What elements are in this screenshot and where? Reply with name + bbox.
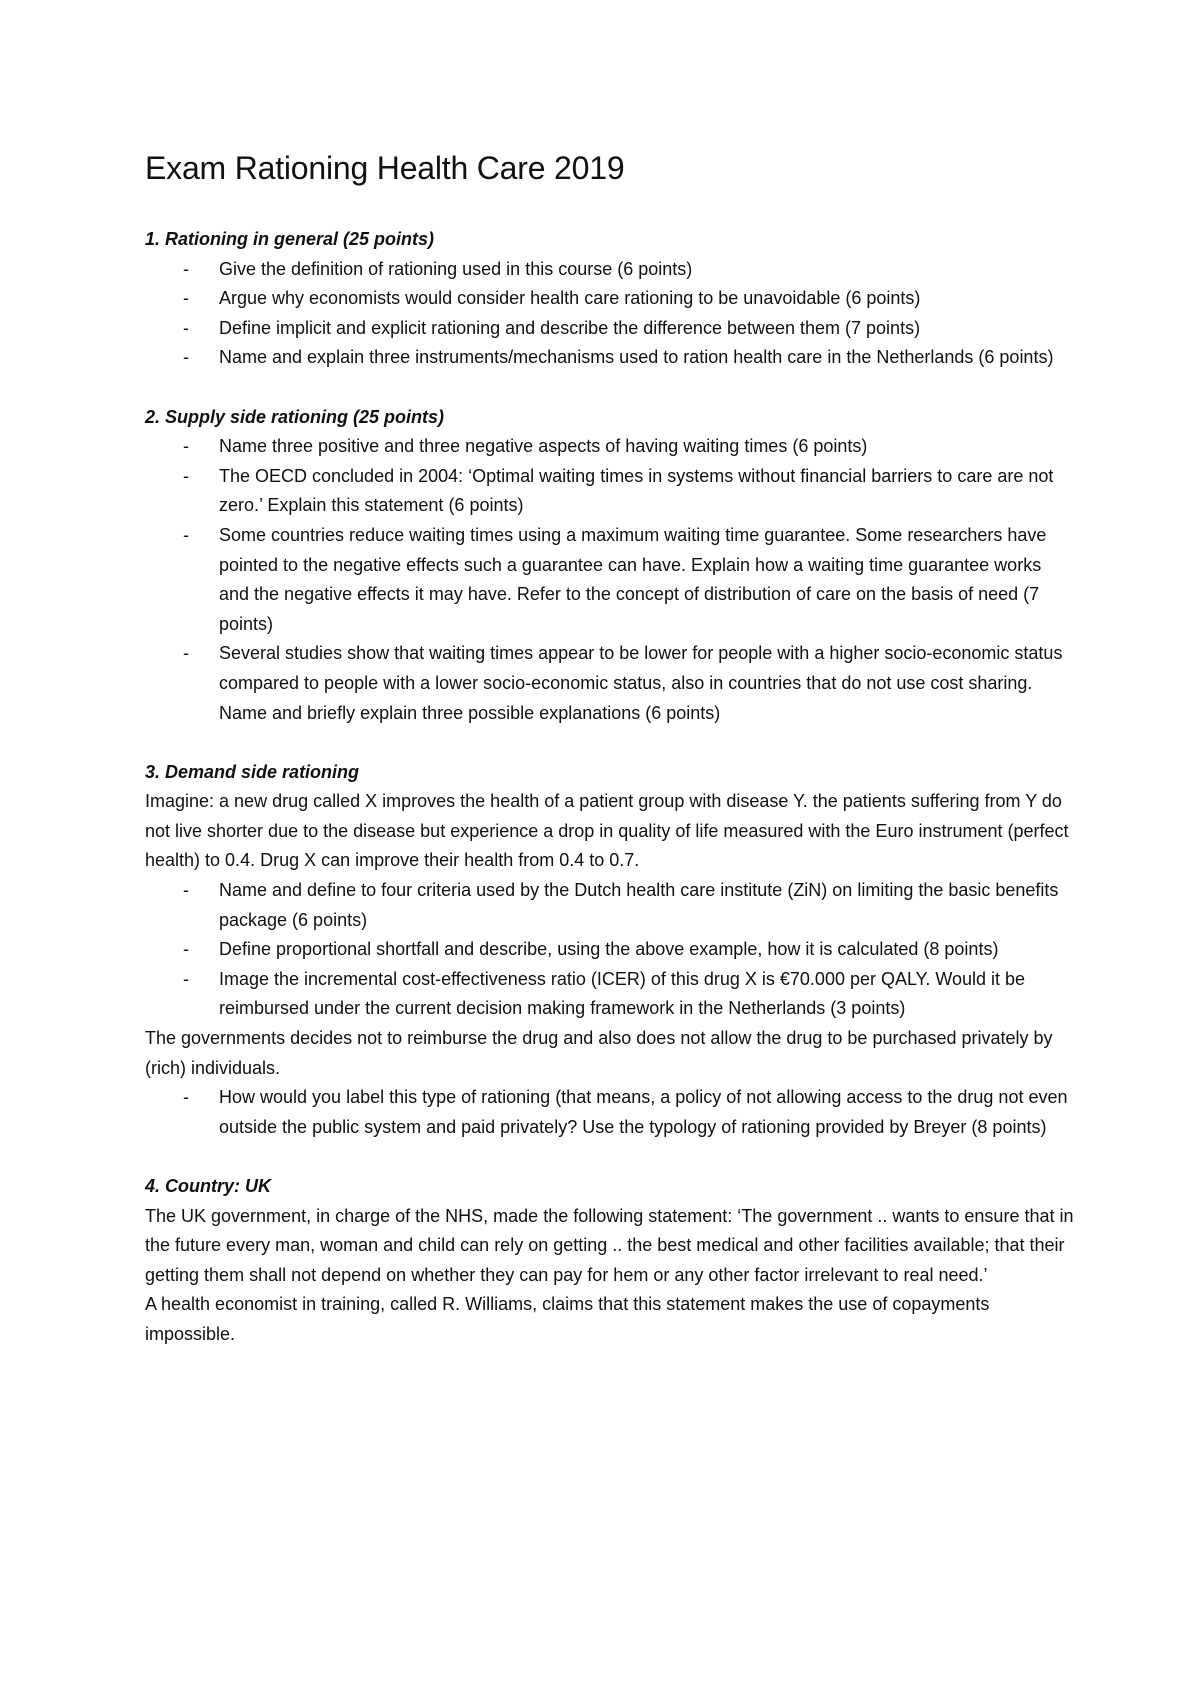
list-item (145, 462, 1075, 521)
list-item (145, 1083, 1075, 1142)
section-1-list (145, 255, 1075, 373)
dash-bullet: - (183, 643, 189, 664)
dash-bullet: - (183, 258, 189, 279)
dash-bullet: - (183, 317, 189, 338)
page-title: Exam Rationing Health Care 2019 (145, 150, 625, 186)
list-item-text: Name three positive and three negative aspects of having waiting times (6 points) (219, 436, 868, 457)
list-item-text: Name and define to four criteria used by the Dutch health care institute (ZiN) on limiting the basic benefits package (6 points) (219, 880, 1059, 930)
section-3-list-2 (145, 1083, 1075, 1142)
spacer (145, 728, 1075, 758)
list-item (145, 284, 1075, 314)
list-item (145, 935, 1075, 965)
list-item-text: Name and explain three instruments/mechanisms used to ration health care in the Netherlands (6 points) (219, 347, 1054, 368)
dash-bullet: - (183, 524, 189, 545)
list-item (145, 876, 1075, 935)
list-item (145, 255, 1075, 285)
section-3-middle: The governments decides not to reimburse the drug and also does not allow the drug to be purchased privately by (rich) individuals. (145, 1028, 1053, 1078)
list-item-text: The OECD concluded in 2004: ‘Optimal waiting times in systems without financial barriers to care are not zero.’ Explain this statement (6 points) (219, 465, 1054, 516)
section-3-list (145, 876, 1075, 1024)
spacer (145, 1142, 1075, 1172)
list-item-text: Define proportional shortfall and describe, using the above example, how it is calculated (8 points) (219, 939, 999, 960)
list-item (145, 965, 1075, 1024)
dash-bullet: - (183, 968, 189, 989)
dash-bullet: - (183, 939, 189, 960)
section-heading-2: 2. Supply side rationing (25 points) (145, 406, 445, 427)
list-item (145, 521, 1075, 639)
section-4-paragraph-1: The UK government, in charge of the NHS, made the following statement: ‘The government .. wants to ensure that in the future every man, woman and child can rely on getting .. the best medical and other facilities available; that their getting them shall not depend on whether they can pay for hem or any other factor irrelevant to real need.’ (145, 1205, 1074, 1285)
document-page (145, 150, 1075, 1350)
list-item-text: Define implicit and explicit rationing and describe the difference between them (7 points) (219, 317, 921, 338)
list-item-text: How would you label this type of rationing (that means, a policy of not allowing access to the drug not even outside the public system and paid privately? Use the typology of rationing provided by Breyer (8 points) (219, 1087, 1068, 1137)
section-3-intro: Imagine: a new drug called X improves the health of a patient group with disease Y. the patients suffering from Y do not live shorter due to the disease but experience a drop in quality of life measured with the Euro instrument (perfect health) to 0.4. Drug X can improve their health from 0.4 to 0.7. (145, 791, 1069, 871)
spacer (145, 373, 1075, 403)
list-item (145, 314, 1075, 344)
list-item-text: Argue why economists would consider health care rationing to be unavoidable (6 points) (219, 288, 921, 309)
list-item-text: Some countries reduce waiting times using a maximum waiting time guarantee. Some researchers have pointed to the negative effects such a guarantee can have. Explain how a waiting time guarantee works and the negative effects it may have. Refer to the concept of distribution of care on the basis of need (7 points) (219, 524, 1047, 634)
dash-bullet: - (183, 1087, 189, 1108)
list-item (145, 343, 1075, 373)
section-heading-4: 4. Country: UK (145, 1176, 271, 1196)
dash-bullet: - (183, 347, 189, 368)
list-item-text: Several studies show that waiting times appear to be lower for people with a higher socio-economic status compared to people with a lower socio-economic status, also in countries that do not use cost sharing. Name and briefly explain three possible explanations (6 points) (219, 643, 1063, 723)
dash-bullet: - (183, 436, 189, 457)
section-4-paragraph-2: A health economist in training, called R. Williams, claims that this statement makes the use of copayments impossible. (145, 1294, 990, 1344)
list-item-text: Give the definition of rationing used in this course (6 points) (219, 258, 693, 279)
dash-bullet: - (183, 880, 189, 901)
section-heading-1: 1. Rationing in general (25 points) (145, 229, 435, 249)
section-2-list (145, 432, 1075, 728)
dash-bullet: - (183, 465, 189, 486)
list-item-text: Image the incremental cost-effectiveness ratio (ICER) of this drug X is €70.000 per QALY. Would it be reimbursed under the current decision making framework in the Netherlands (3 points) (219, 968, 1026, 1019)
list-item (145, 639, 1075, 728)
dash-bullet: - (183, 288, 189, 309)
section-heading-3: 3. Demand side rationing (145, 761, 360, 782)
list-item (145, 432, 1075, 462)
